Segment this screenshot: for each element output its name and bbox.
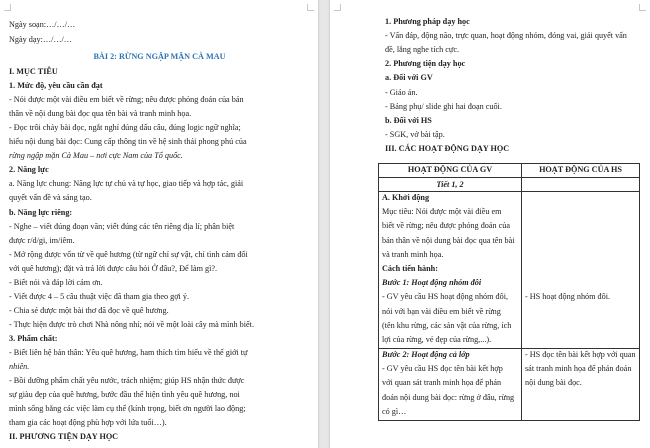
cell-text-line: có gì… xyxy=(382,406,407,416)
document-page-left xyxy=(0,0,318,448)
body-line: - SGK, vở bài tập. xyxy=(385,129,445,139)
body-line: I. MỤC TIÊU xyxy=(9,67,58,76)
cell-text-line: với quan sát tranh minh họa để phán xyxy=(382,378,502,388)
cell-text-line: - GV yêu cầu HS hoạt động nhóm đôi, xyxy=(382,292,509,302)
body-line: a. Đối với GV xyxy=(385,73,433,83)
cell-text-line: Bước 2: Hoạt động cả lớp xyxy=(382,350,470,360)
body-line: - Biết nói và đáp lời cảm ơn. xyxy=(9,277,103,287)
body-line: 3. Phẩm chất: xyxy=(9,333,58,343)
cell-text-line: lợi của rừng, vẻ đẹp của rừng,...). xyxy=(382,334,492,344)
cell-text-line: bản thân về nội dung bài đọc qua tên bài xyxy=(382,235,515,245)
cell-text-line xyxy=(525,192,636,206)
table-row xyxy=(379,192,640,349)
table-row xyxy=(379,349,640,421)
margin-corner-mark xyxy=(639,4,646,11)
body-line: nhiên. xyxy=(9,362,30,372)
body-line: hiểu nội dung bài đọc: Cung cấp thông tin về hệ sinh thái phong phú của xyxy=(9,137,247,147)
body-line: mình sống bằng các việc làm cụ thể (kính trọng, biết ơn người lao động; xyxy=(9,404,246,414)
body-line: - Bảng phụ/ slide ghi hai đoạn cuối. xyxy=(385,101,502,111)
body-line: a. Năng lực chung: Năng lực tự chủ và tự học, giao tiếp và hợp tác, giải xyxy=(9,179,244,189)
cell-text-line xyxy=(525,235,636,249)
header-hs: HOẠT ĐỘNG CỦA HS xyxy=(522,164,640,178)
cell-text-line xyxy=(525,220,636,234)
cell-text-line: Bước 1: Hoạt động nhóm đôi xyxy=(382,278,482,288)
period-label: Tiết 1, 2 xyxy=(379,178,522,192)
body-line: 1. Phương pháp dạy học xyxy=(385,17,470,26)
header-gv: HOẠT ĐỘNG CỦA GV xyxy=(379,164,522,178)
body-line: - Chia sẻ được một bài thơ đã đọc về quê hương. xyxy=(9,305,169,315)
cell-text-line xyxy=(525,206,636,220)
body-line: - Giáo án. xyxy=(385,87,418,97)
cell-gv xyxy=(379,192,522,349)
cell-text-line: Cách tiến hành: xyxy=(382,263,438,273)
cell-gv xyxy=(379,349,522,421)
period-empty-cell xyxy=(522,178,640,192)
body-line: - Đọc trôi chảy bài đọc, ngắt nghỉ đúng dấu câu, đúng logic ngữ nghĩa; xyxy=(9,123,241,133)
body-line: - Bồi dưỡng phẩm chất yêu nước, trách nhiệm; giúp HS nhận thức được xyxy=(9,376,245,386)
body-line: b. Năng lực riêng: xyxy=(9,207,73,217)
body-line: - Viết được 4 – 5 câu thuật việc đã tham gia theo gợi ý. xyxy=(9,291,190,301)
margin-corner-mark xyxy=(307,4,314,11)
body-line: - Thực hiện được trò chơi Nhà nông nhí; nói về một loài cây mà mình biết. xyxy=(9,319,254,329)
body-line: - Biết liên hệ bản thân: Yêu quê hương, ham thích tìm hiểu về thế giới tự xyxy=(9,348,248,357)
body-line: - Nói được một vài điều em biết về rừng; nêu được phỏng đoán của bản xyxy=(9,95,244,105)
cell-text-line xyxy=(525,249,636,263)
table-header-row xyxy=(379,164,640,178)
cell-text-line: đoán nội dung bài đọc: rừng ở đâu, rừng xyxy=(382,392,515,402)
body-line: - Mở rộng được vốn từ về quê hương (từ ngữ chỉ sự vật, chỉ tình cảm đối xyxy=(9,249,248,259)
cell-text-line: và tranh minh họa. xyxy=(382,249,444,259)
body-line: với quê hương); đặt và trả lời được câu hỏi Ở đâu?, Để làm gì?. xyxy=(9,263,218,273)
body-line: III. CÁC HOẠT ĐỘNG DẠY HỌC xyxy=(385,143,510,153)
cell-text-line xyxy=(525,277,636,291)
body-line: quyết vấn đề và sáng tạo. xyxy=(9,193,92,203)
body-line: được r/d/gi, im/iêm. xyxy=(9,235,75,245)
cell-text-line: (tên khu rừng, các sản vật của rừng, ích xyxy=(382,320,512,330)
body-line: sự giàu đẹp của quê hương, bước đầu thể hiện tình yêu quê hương, noi xyxy=(9,390,240,400)
cell-text-line xyxy=(525,263,636,277)
cell-text-line: - HS đọc tên bài kết hợp với quan xyxy=(525,350,636,360)
body-line: 2. Phương tiện dạy học xyxy=(385,59,466,69)
cell-text-line: Mục tiêu: Nói được một vài điều em xyxy=(382,207,502,217)
body-line: - Nghe – viết đúng đoạn văn; viết đúng các tên riêng địa lí; phân biệt xyxy=(9,221,235,231)
cell-text-line: nói với bạn vài điều em biết về rừng xyxy=(382,306,501,316)
cell-text-line: biết về rừng; nêu được phỏng đoán của xyxy=(382,221,511,231)
body-line: b. Đối với HS xyxy=(385,115,432,125)
body-line: 1. Mức độ, yêu cầu cần đạt xyxy=(9,81,103,91)
cell-text-line: sát tranh minh họa để phán đoán xyxy=(525,364,632,374)
activities-table xyxy=(378,163,640,421)
cell-hs xyxy=(522,192,640,349)
cell-text-line: nội dung bài đọc. xyxy=(525,378,582,388)
table-row-period xyxy=(379,178,640,192)
body-line: II. PHƯƠNG TIỆN DẠY HỌC xyxy=(9,432,119,442)
body-line: đề, lắng nghe tích cực. xyxy=(385,45,460,55)
body-line: rừng ngập mặn Cà Mau – nơi cực Nam của Tổ quốc. xyxy=(9,151,183,161)
cell-text-line: A. Khởi động xyxy=(382,193,430,202)
body-line: tham gia các hoạt động phù hợp với lứa tuổi…). xyxy=(9,418,167,428)
cell-text-line: - GV yêu cầu HS đọc tên bài kết hợp xyxy=(382,364,503,374)
body-line: - Vấn đáp, động não, trực quan, hoạt động nhóm, đóng vai, giải quyết vấn xyxy=(385,31,627,41)
lesson-title: BÀI 2: RỪNG NGẬP MẶN CÀ MAU xyxy=(93,52,226,61)
cell-text-line: - HS hoạt động nhóm đôi. xyxy=(525,292,611,302)
cell-hs xyxy=(522,349,640,421)
header-date-prepared: Ngày soạn:…/…/… xyxy=(9,20,76,29)
header-date-taught: Ngày dạy:…/…/… xyxy=(9,35,72,44)
margin-corner-mark xyxy=(334,4,341,11)
margin-corner-mark xyxy=(4,4,11,11)
body-line: thân về nội dung bài đọc qua tên bài và tranh minh họa. xyxy=(9,109,192,119)
body-line: 2. Năng lực xyxy=(9,165,49,175)
